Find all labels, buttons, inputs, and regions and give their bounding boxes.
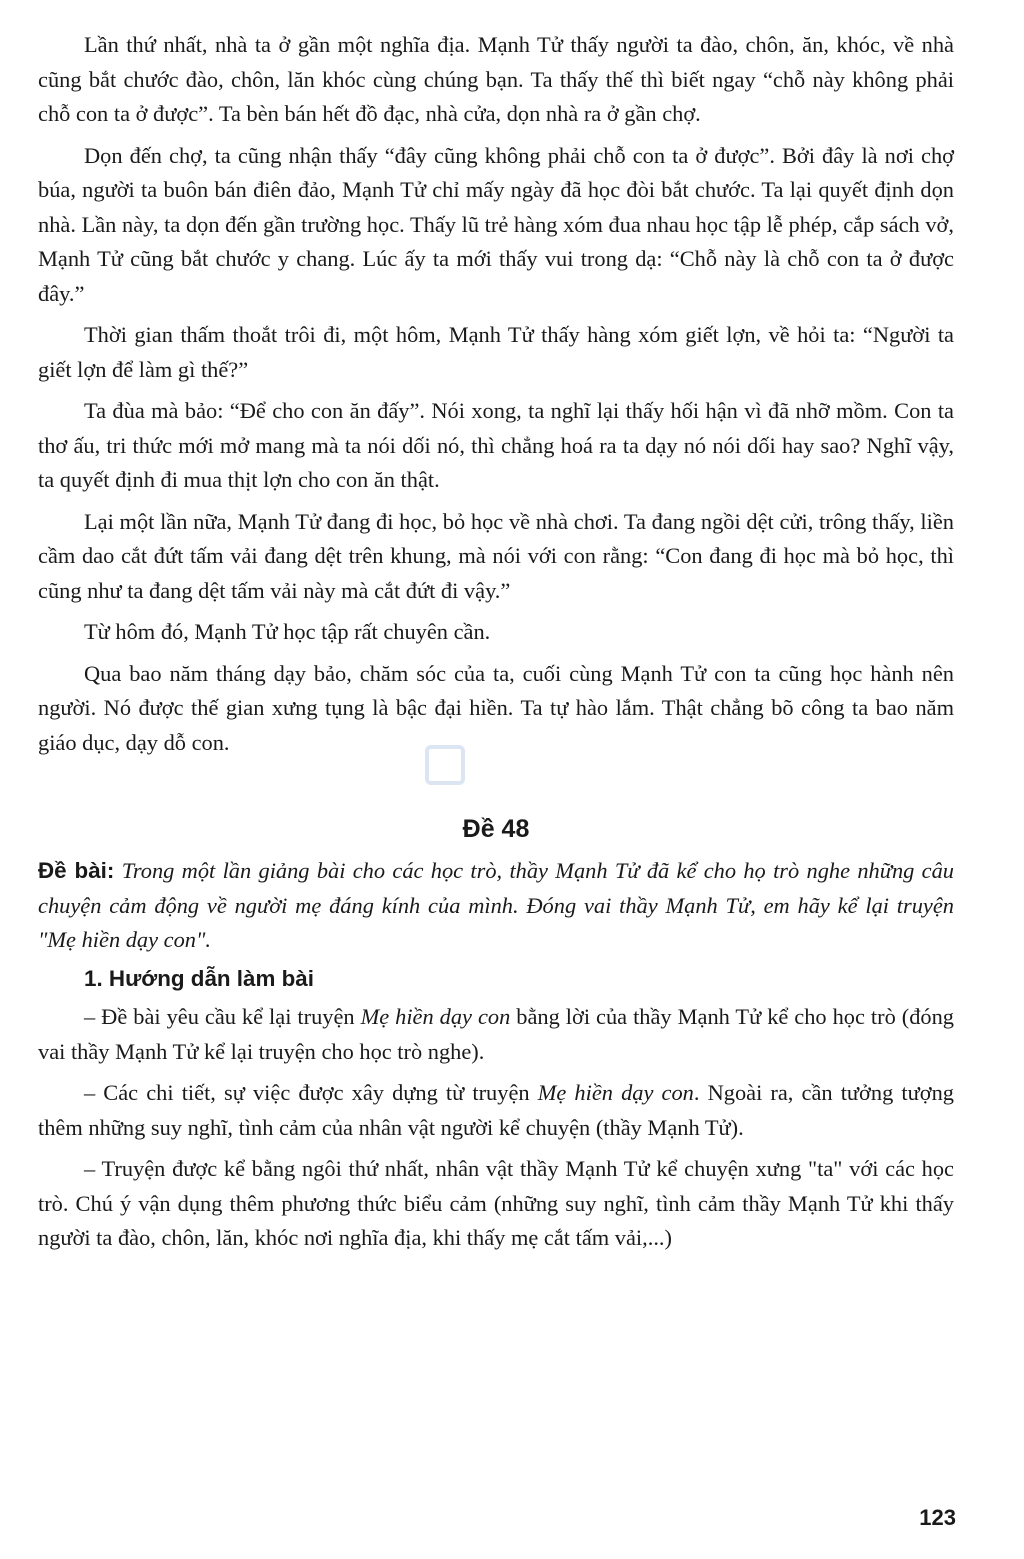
- section-title: Đề 48: [462, 815, 530, 843]
- story-paragraph-1: Lần thứ nhất, nhà ta ở gần một nghĩa địa. Mạnh Tử thấy người ta đào, chôn, ăn, khóc, về nhà cũng bắt chước đào, chôn, lăn khóc cùng chúng bạn. Ta thấy thế thì biết ngay “chỗ này không phải chỗ con ta ở được”. Ta bèn bán hết đồ đạc, nhà cửa, dọn nhà ra ở gần chợ.: [38, 32, 954, 126]
- bullet-2-title: Mẹ hiền dạy con: [537, 1080, 694, 1105]
- bullet-1-title: Mẹ hiền dạy con: [360, 1004, 511, 1029]
- guide-bullet-1: [38, 1000, 954, 1069]
- story-paragraph-3: Thời gian thấm thoắt trôi đi, một hôm, Mạnh Tử thấy hàng xóm giết lợn, về hỏi ta: “Người ta giết lợn để làm gì thế?”: [38, 322, 954, 382]
- story-paragraph-5: Lại một lần nữa, Mạnh Tử đang đi học, bỏ học về nhà chơi. Ta đang ngồi dệt cửi, trông thấy, liền cầm dao cắt đứt tấm vải đang dệt trên khung, mà nói với con rằng: “Con đang đi học mà bỏ học, thì cũng như ta đang dệt tấm vải này mà cắt đứt đi vậy.”: [38, 508, 954, 603]
- story-paragraph-6: Từ hôm đó, Mạnh Tử học tập rất chuyên cần.: [84, 619, 491, 644]
- story-paragraph-4: Ta đùa mà bảo: “Để cho con ăn đấy”. Nói xong, ta nghĩ lại thấy hối hận vì đã nhỡ mồm. Con ta thơ ấu, tri thức mới mở mang mà ta nói dối nó, thì chẳng hoá ra ta dạy nó nói dối hay sao? Nghĩ vậy, ta quyết định đi mua thịt lợn cho con ăn thật.: [38, 398, 954, 492]
- guide-bullet-3: – Truyện được kể bằng ngôi thứ nhất, nhân vật thầy Mạnh Tử kể chuyện xưng "ta" với các học trò. Chú ý vận dụng thêm phương thức biểu cảm (những suy nghĩ, tình cảm thầy Mạnh Tử khi thấy người ta đào, chôn, lăn, khóc nơi nghĩa địa, khi thấy mẹ cắt tấm vải,...): [38, 1156, 954, 1250]
- bullet-2-text-b: . Ngoài ra, cần tưởng tượng thêm những suy nghĩ, tình cảm của nhân vật người kể chuyện (thầy Mạnh Tử).: [38, 1080, 954, 1140]
- story-paragraph-7: Qua bao năm tháng dạy bảo, chăm sóc của ta, cuối cùng Mạnh Tử con ta cũng học hành nên người. Nó được thế gian xưng tụng là bậc đại hiền. Ta tự hào lắm. Thật chẳng bõ công ta bao năm giáo dục, dạy dỗ con.: [38, 660, 954, 755]
- page-number: 123: [919, 1505, 956, 1530]
- assignment-prompt: [38, 854, 954, 958]
- prompt-text: Trong một lần giảng bài cho các học trò, thầy Mạnh Tử đã kể cho họ trò nghe những câu chuyện cảm động về người mẹ đáng kính của mình. Đóng vai thầy Mạnh Tử, em hãy kể lại truyện "Mẹ hiền dạy con".: [38, 858, 954, 952]
- story-paragraph-2: Dọn đến chợ, ta cũng nhận thấy “đây cũng không phải chỗ con ta ở được”. Bởi đây là nơi chợ búa, người ta buôn bán điên đảo, Mạnh Tử chỉ mấy ngày đã học đòi bắt chước. Ta lại quyết định dọn nhà. Lần này, ta dọn đến gần trường học. Thấy lũ trẻ hàng xóm đua nhau học tập lễ phép, cắp sách vở, Mạnh Tử cũng bắt chước y chang. Lúc ấy ta mới thấy vui trong dạ: “Chỗ này là chỗ con ta ở được đây.”: [38, 142, 954, 306]
- guide-bullets: [38, 1000, 954, 1256]
- bullet-2-text-a: – Các chi tiết, sự việc được xây dựng từ truyện: [84, 1080, 538, 1105]
- page-content: [38, 28, 954, 1263]
- bullet-1-text-b: bằng lời của thầy Mạnh Tử kể cho học trò (đóng vai thầy Mạnh Tử kể lại truyện cho học trò nghe).: [38, 1004, 954, 1064]
- guide-bullet-2: [38, 1076, 954, 1145]
- guide-subheading: 1. Hướng dẫn làm bài: [84, 965, 314, 991]
- bullet-1-text-a: – Đề bài yêu cầu kể lại truyện: [84, 1004, 361, 1029]
- prompt-label: Đề bài:: [38, 858, 115, 883]
